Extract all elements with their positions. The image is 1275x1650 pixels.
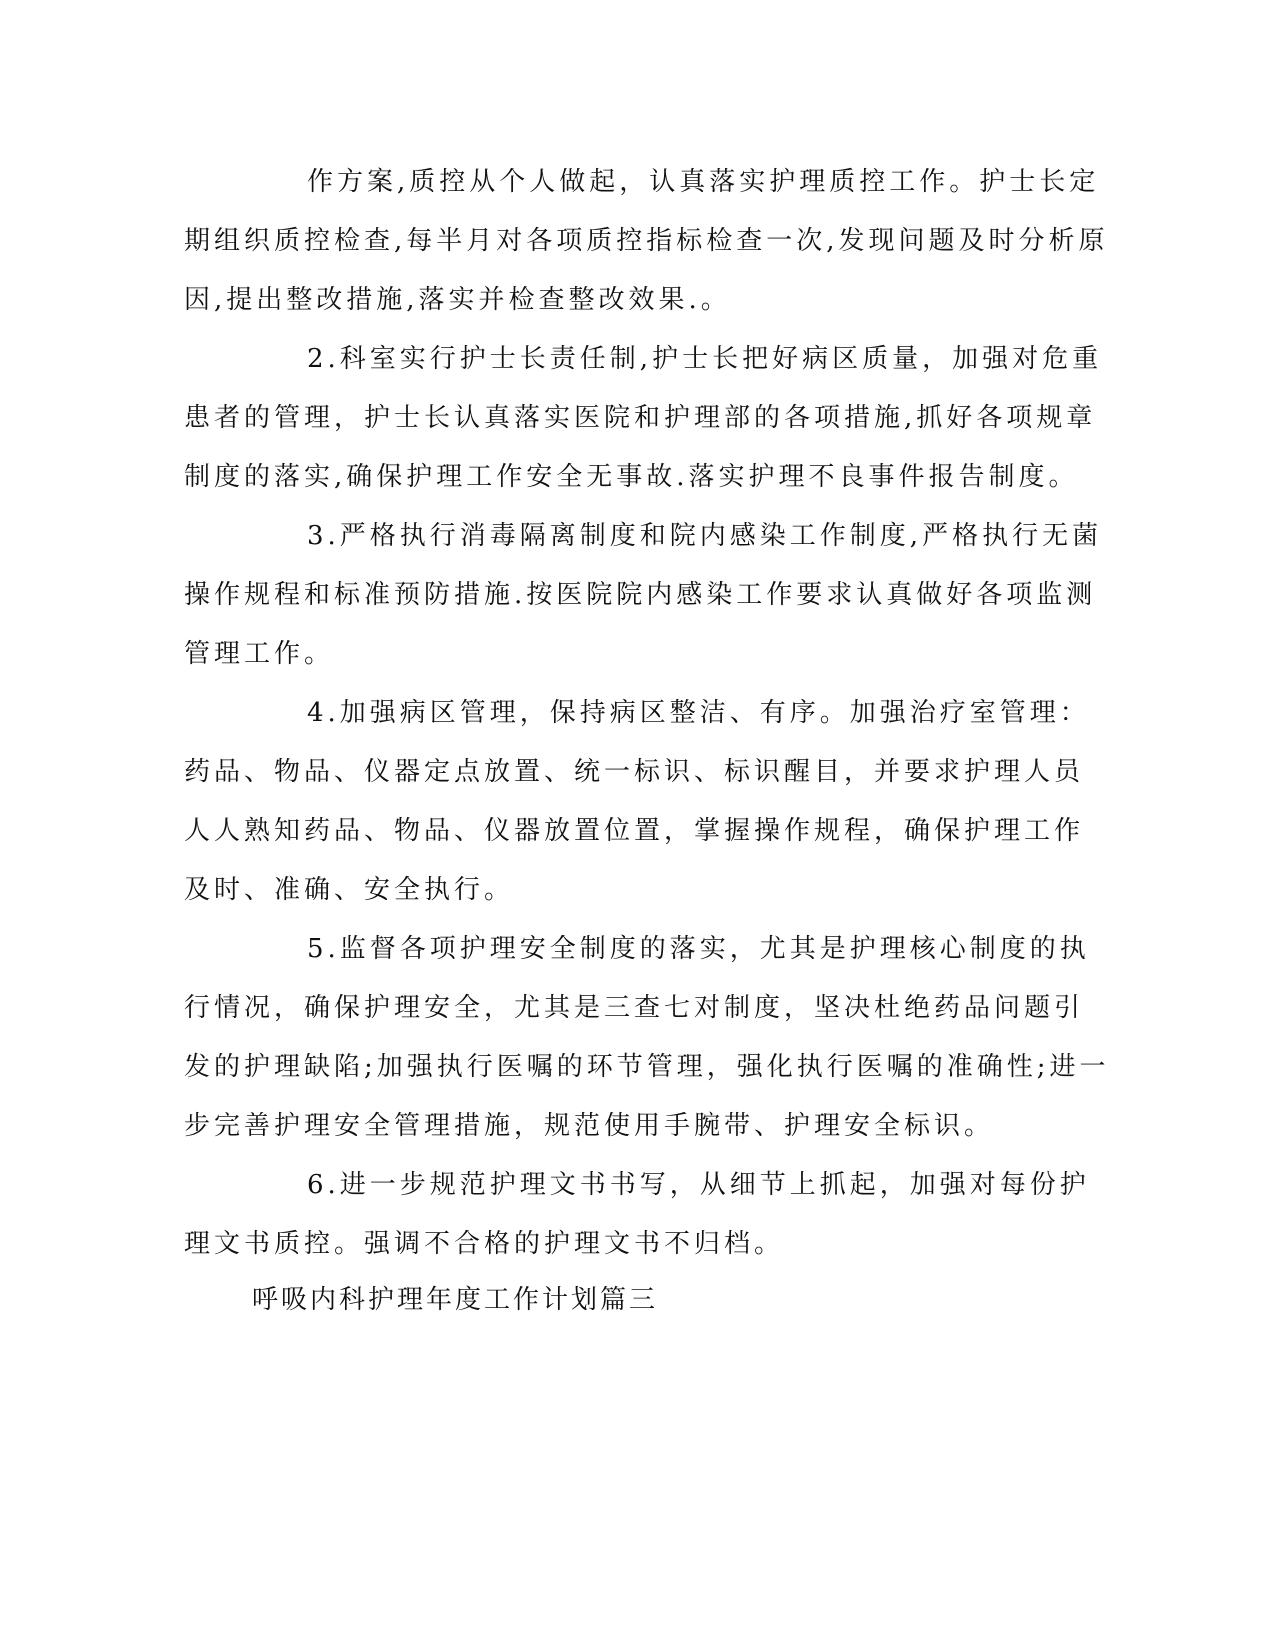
text-line: 操作规程和标准预防措施.按医院院内感染工作要求认真做好各项监测: [184, 580, 1097, 610]
text-line: 理文书质控。强调不合格的护理文书不归档。: [184, 1229, 785, 1259]
text-line: 患者的管理，护士长认真落实医院和护理部的各项措施,抓好各项规章: [184, 403, 1097, 433]
text-line: 步完善护理安全管理措施，规范使用手腕带、护理安全标识。: [184, 1111, 995, 1141]
text-line: 行情况，确保护理安全，尤其是三查七对制度，坚决杜绝药品问题引: [184, 993, 1085, 1023]
text-line: 3.严格执行消毒隔离制度和院内感染工作制度,严格执行无菌: [307, 521, 1103, 551]
document-body: [184, 153, 1110, 1274]
paragraph-2: [184, 330, 1103, 507]
paragraph-5: [184, 920, 1110, 1156]
text-line: 发的护理缺陷;加强执行医嘱的环节管理，强化执行医嘱的准确性;进一: [184, 1052, 1110, 1082]
text-line: 期组织质控检查,每半月对各项质控指标检查一次,发现问题及时分析原: [184, 226, 1109, 256]
text-line: 作方案,质控从个人做起，认真落实护理质控工作。护士长定: [307, 167, 1100, 197]
text-line: 4.加强病区管理，保持病区整洁、有序。加强治疗室管理：: [307, 698, 1090, 728]
text-line: 及时、准确、安全执行。: [184, 875, 515, 905]
text-line: 5.监督各项护理安全制度的落实，尤其是护理核心制度的执: [307, 934, 1090, 964]
paragraph-1: [184, 153, 1109, 330]
section-heading: 呼吸内科护理年度工作计划篇三: [252, 1285, 659, 1315]
text-line: 药品、物品、仪器定点放置、统一标识、标识醒目，并要求护理人员: [184, 757, 1085, 787]
text-line: 管理工作。: [184, 639, 335, 669]
paragraph-4: [184, 684, 1090, 920]
text-line: 6.进一步规范护理文书书写，从细节上抓起，加强对每份护: [307, 1170, 1090, 1200]
text-line: 因,提出整改措施,落实并检查整改效果.。: [184, 285, 731, 315]
text-line: 制度的落实,确保护理工作安全无事故.落实护理不良事件报告制度。: [184, 462, 1079, 492]
text-line: 2.科室实行护士长责任制,护士长把好病区质量，加强对危重: [307, 344, 1103, 374]
paragraph-6: [184, 1156, 1090, 1274]
paragraph-3: [184, 507, 1103, 684]
text-line: 人人熟知药品、物品、仪器放置位置，掌握操作规程，确保护理工作: [184, 816, 1085, 846]
